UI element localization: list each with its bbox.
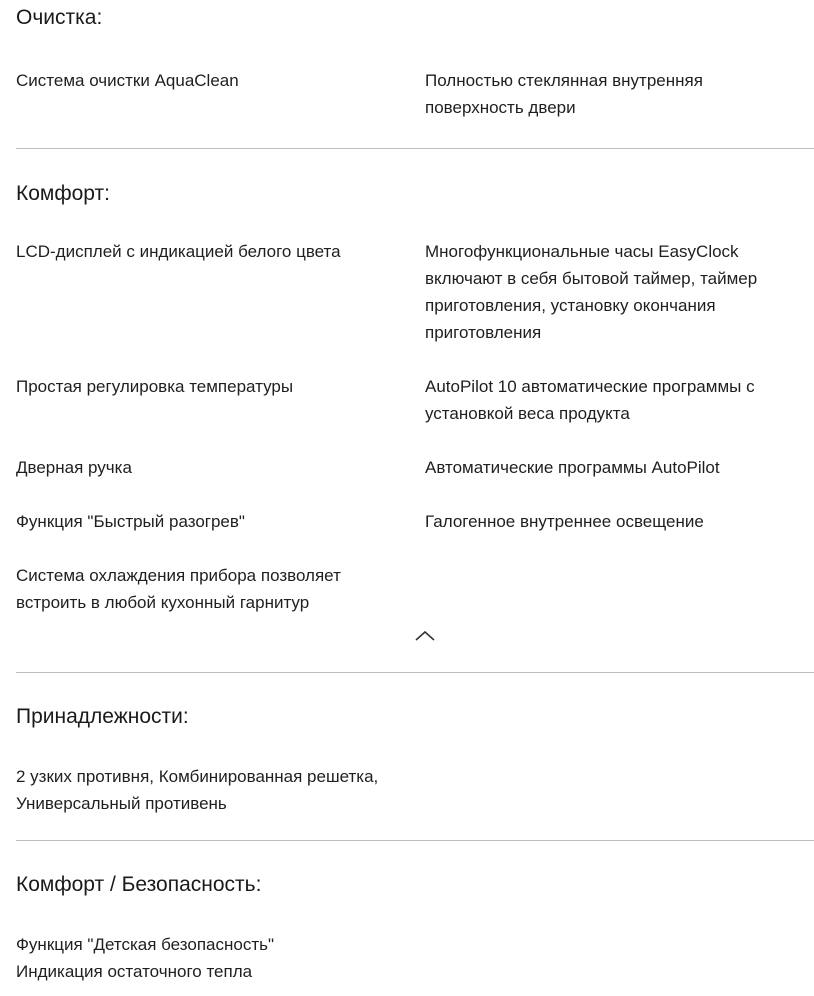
section-comfort-safety [16, 841, 814, 985]
feature-item: Галогенное внутреннее освещение [425, 512, 704, 531]
feature-item: 2 узких противня, Комбинированная решетка, Универсальный противень [16, 767, 379, 813]
section-cleaning [16, 0, 814, 149]
collapse-row [16, 616, 814, 664]
section-comfort [16, 149, 814, 673]
feature-item: Индикация остаточного тепла [16, 962, 253, 981]
feature-item: Функция "Быстрый разогрев" [16, 512, 245, 531]
section-title-accessories: Принадлежности: [16, 705, 189, 728]
comfort-features [16, 238, 814, 616]
section-title-comfort-safety: Комфорт / Безопасность: [16, 873, 262, 896]
feature-item: LCD-дисплей с индикацией белого цвета [16, 242, 341, 261]
section-accessories [16, 673, 814, 841]
section-title-comfort: Комфорт: [16, 182, 110, 205]
section-title-cleaning: Очистка: [16, 6, 103, 29]
feature-item: Автоматические программы AutoPilot [425, 458, 720, 477]
cleaning-features [16, 67, 814, 121]
feature-item: Система охлаждения прибора позволяет встроить в любой кухонный гарнитур [16, 566, 341, 612]
chevron-up-icon[interactable] [413, 628, 437, 644]
chevron-up-icon-svg [413, 628, 437, 644]
feature-item: Простая регулировка температуры [16, 377, 294, 396]
accessories-features [16, 763, 814, 817]
feature-item: Система очистки AquaClean [16, 71, 239, 90]
feature-item: Полностью стеклянная внутренняя поверхность двери [425, 71, 703, 117]
feature-item: Многофункциональные часы EasyClock включают в себя бытовой таймер, таймер приготовления, установку окончания приготовления [425, 242, 758, 342]
feature-item: Функция "Детская безопасность" [16, 935, 275, 954]
feature-item: AutoPilot 10 автоматические программы с установкой веса продукта [425, 377, 755, 423]
feature-item: Дверная ручка [16, 458, 132, 477]
spec-page [16, 0, 814, 985]
comfort-safety-features [16, 931, 814, 985]
